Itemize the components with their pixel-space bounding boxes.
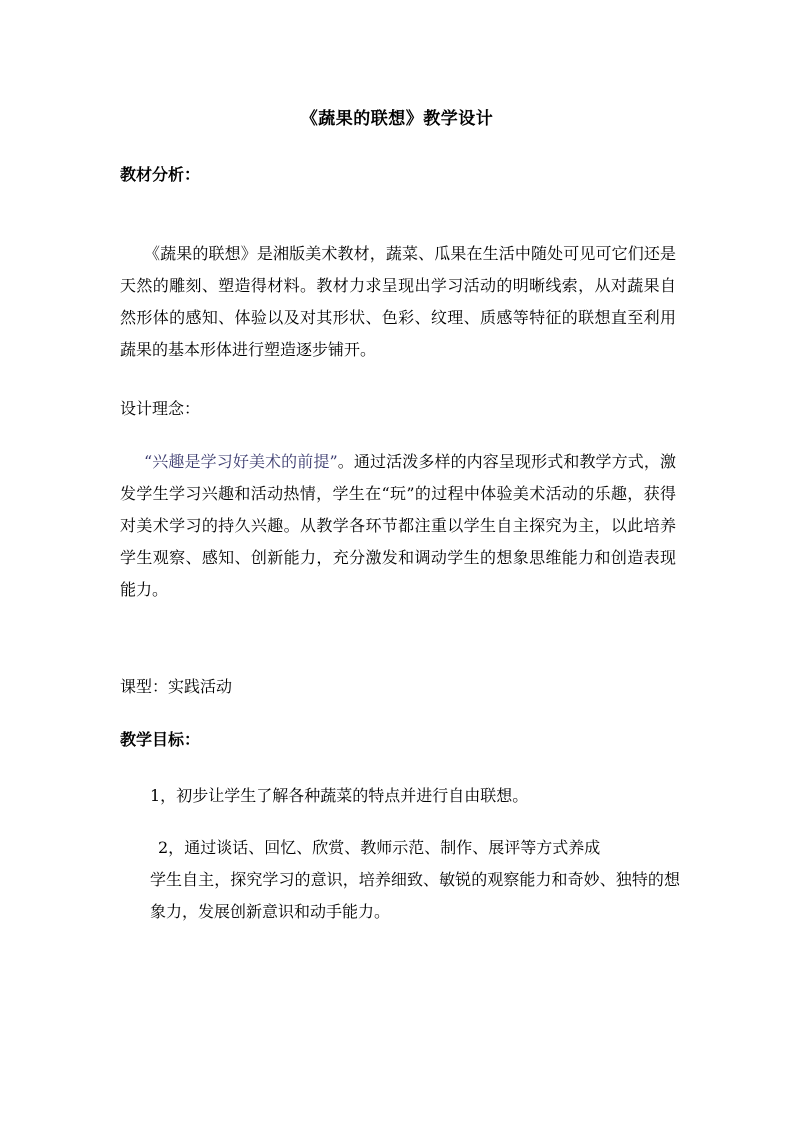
goals-heading: 教学目标： bbox=[120, 730, 201, 749]
concept-paragraph bbox=[120, 446, 676, 606]
analysis-paragraph: 《蔬果的联想》是湘版美术教材，蔬菜、瓜果在生活中随处可见可它们还是天然的雕刻、塑造得材料。教材力求呈现出学习活动的明晰线索，从对蔬果自然形体的感知、体验以及对其形状、色彩、纹理、质感等特征的联想直至利用蔬果的基本形体进行塑造逐步铺开。 bbox=[120, 244, 676, 359]
lesson-type: 课型：实践活动 bbox=[120, 677, 233, 696]
goal-item-2 bbox=[150, 832, 680, 928]
document-title: 《蔬果的联想》教学设计 bbox=[300, 109, 494, 129]
concept-quote: “兴趣是学习好美术的前提” bbox=[144, 452, 338, 471]
goal-text: 初步让学生了解各种蔬菜的特点并进行自由联想。 bbox=[176, 786, 529, 805]
goal-number: 2， bbox=[158, 838, 185, 857]
goal-number: 1， bbox=[150, 786, 177, 805]
concept-heading: 设计理念： bbox=[120, 399, 201, 418]
goal-item-1 bbox=[150, 780, 680, 812]
analysis-heading: 教材分析： bbox=[120, 165, 201, 184]
concept-text: 。通过活泼多样的内容呈现形式和教学方式，激发学生学习兴趣和活动热情，学生在“玩”的过程中体验美术活动的乐趣，获得对美术学习的持久兴趣。从教学各环节都注重以学生自主探究为主，以此培养学生观察、感知、创新能力，充分激发和调动学生的想象思维能力和创造表现能力。 bbox=[120, 452, 676, 599]
goal-text-line1: 通过谈话、回忆、欣赏、教师示范、制作、展评等方式养成 bbox=[184, 838, 601, 857]
goal-text-rest: 学生自主，探究学习的意识，培养细致、敏锐的观察能力和奇妙、独特的想象力，发展创新意识和动手能力。 bbox=[150, 870, 680, 921]
